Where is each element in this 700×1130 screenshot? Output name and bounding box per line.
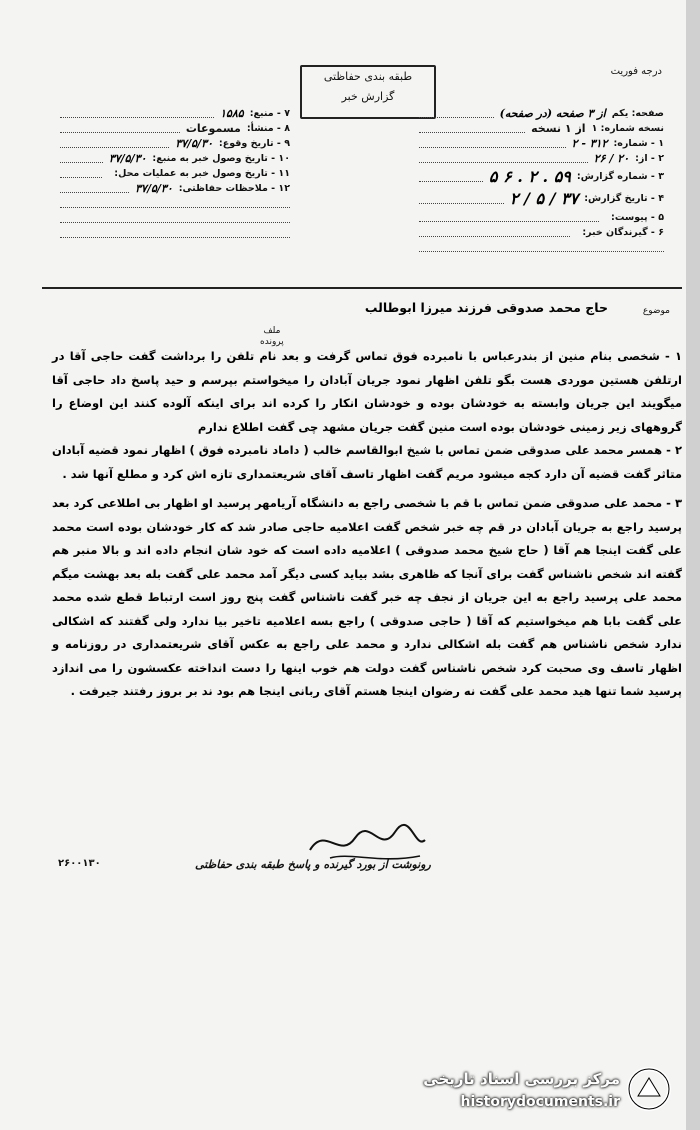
header-row: ۸ - منشأ: مسموعات <box>60 121 290 136</box>
header-row: ۹ - تاریخ وقوع: ۳۷/۵/۳۰ <box>60 136 290 151</box>
paragraph-2: ۲ - همسر محمد علی صدوقی ضمن تماس با شیخ ابوالقاسم خالب ( داماد نامبرده فوق ) اظهار نمود قضیه آبادان متاثر گفت قضیه آن دارد کجه میشود مریم گفت اظهار تاسف آقای شریعتمداری تازه اش کرد و مطلع آنها شد . <box>52 443 682 481</box>
urgency-label: درجه فوریت <box>610 66 662 77</box>
header-row <box>60 211 290 226</box>
header-row: ۲ - از: ۲۰ / ۲۶ <box>419 151 664 166</box>
signature-caption: رونوشت از بورد گیرنده و پاسخ طبقه بندی حفاظتی <box>195 858 431 871</box>
header-row: ۱۰ - تاریخ وصول خبر به منبع: ۳۷/۵/۳۰ <box>60 151 290 166</box>
subject-label: موضوع <box>642 306 670 316</box>
header-row: صفحه: یکم از ۳ صفحه (در صفحه) <box>419 106 664 121</box>
paragraph-3: ۳ - محمد علی صدوقی ضمن تماس با قم با شخصی راجع به دانشگاه آریامهر پرسید او اظهار بی اطلاعی کرد بعد پرسید راجع به جریان آبادان در قم چه خبر شخص گفت اعلامیه حاجی صادر شد که کار خودشان بوده است محمد علی گفت اینجا هم آقا ( حاج شیخ محمد صدوقی ) اعلامیه داده است که خود شان انجام داده اند و بالا منبر هم گفته اند شخص ناشناس گفت برای آنجا که ظاهری بشد بیاید کسی دیگر آمد محمد علی گفت بله بعد بهشت میگم محمد علی پرسید راجع به این جریان از نجف چه خبر گفت ناشناس گفت پنج روز است ارتباط قطع شده محمد علی گفت بابا هم میخواستیم که آقا ( حاجی صدوقی ) راجع بسه اعلامیه تاخیر بیا ندارد ولی گفتند که اشکالی ندارد شخص ناشناس هم گفت بله اشکالی ندارد و محمد علی راجع به عکس آقای شریعتمداری در روزنامه و اظهار تاسف وی صحبت کرد شخص ناشناس گفت دولت هم خوب اینها را دست انداخته عکسشون را می اندازد پرسید شما تنها هید محمد علی گفت نه رضوان اینجا هستم آقای ربانی اینجا هم بود ند بر بروز رفتند جیرفت . <box>52 496 682 698</box>
scan-edge <box>686 0 700 1130</box>
header-row: ۷ - منبع: ۱۵۸۵ <box>60 106 290 121</box>
stamp-line-1: طبقه بندی حفاظتی <box>323 70 413 83</box>
header-row: نسخه شماره: ۱ از ۱ نسخه <box>419 121 664 136</box>
header-row: ۵ - پیوست: <box>419 210 664 225</box>
header-row: ۴ - تاریخ گزارش: ۳۷ / ۵ / ۲ <box>419 188 664 210</box>
header-row: ۶ - گیرندگان خبر: <box>419 225 664 240</box>
header-row: ۱ - شماره: ۳۱۲ - ۲ <box>419 136 664 151</box>
watermark-url: historydocuments.ir <box>460 1094 620 1110</box>
file-note-line-1: ملف <box>263 326 281 336</box>
classification-stamp <box>300 65 436 119</box>
stamp-line-2: گزارش خبر <box>341 90 395 103</box>
header-row: ۱۲ - ملاحظات حفاظتی: ۳۷/۵/۳۰ <box>60 181 290 196</box>
file-note-line-2: پرونده <box>260 337 284 347</box>
header-row: ۱۱ - تاریخ وصول خبر به عملیات محل: <box>60 166 290 181</box>
paragraph-1: ۱ - شخصی بنام منین از بندرعباس با نامبرده فوق تماس گرفت و بعد نام تلفن را برداشت گفت حاجی آقا در ارتلفن هستین موردی هست بگو تلفن اظهار نمود جریان آبادان را میخواستم بپرسم و حید پاسخ داد حاجی آقا میگویند این جریان وابسته به خودشان بوده و خودشان انکار را کرده اند برای اینکه آلوده کنند این اوضاع را گروههای زیر زمینی خودشان بوده است منین گفت جریان مشهد چی گفت اطلاع ندارم <box>52 349 682 434</box>
header-row: ۳ - شماره گزارش: ۵۹ . ۲ . ۶ ۵ <box>419 166 664 188</box>
subject-line: حاج محمد صدوقی فرزند میرزا ابوطالب <box>364 300 608 315</box>
header-row <box>60 196 290 211</box>
header-row <box>419 240 664 255</box>
header-right-fields <box>419 106 664 255</box>
report-body <box>52 345 682 704</box>
header-divider <box>42 287 682 289</box>
document-number: ۲۶۰۰۱۳۰ <box>58 858 101 869</box>
watermark <box>396 1072 686 1122</box>
watermark-name: مرکز بررسی اسناد تاریخی <box>423 1070 620 1088</box>
archive-logo-icon <box>626 1066 672 1112</box>
header-left-fields <box>60 106 290 241</box>
header-row <box>60 226 290 241</box>
